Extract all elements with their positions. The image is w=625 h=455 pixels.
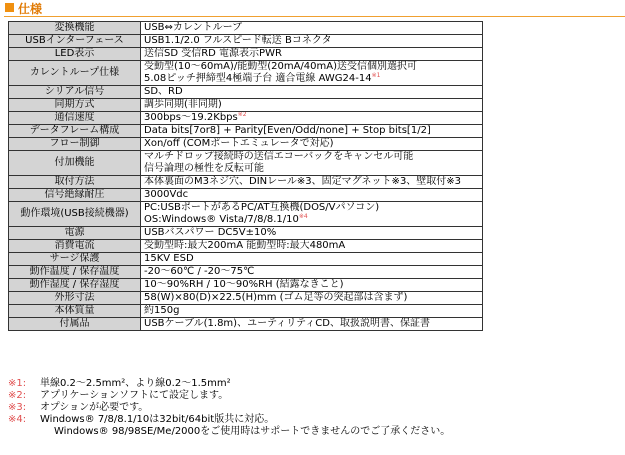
spec-value-text: 受動型時:最大200mA 能動型時:最大480mA — [144, 240, 346, 251]
footnote-mark: ※3: — [8, 402, 27, 413]
spec-value-line — [144, 163, 479, 175]
spec-value-text: -20〜60℃ / -20〜75℃ — [144, 266, 255, 277]
footnote-text: オプションが必要です。 — [40, 402, 149, 413]
spec-value-text: PC:USBポートがあるPC/AT互換機(DOS/Vパソコン) — [144, 202, 380, 213]
footnote-item — [8, 402, 618, 414]
spec-label: 付属品 — [9, 318, 141, 331]
spec-label: フロー制御 — [9, 138, 141, 151]
spec-value-line — [144, 253, 479, 265]
spec-row — [9, 99, 483, 112]
spec-value — [141, 22, 483, 35]
spec-row — [9, 202, 483, 227]
spec-row — [9, 227, 483, 240]
footnote-ref: ※2 — [237, 111, 247, 118]
spec-value-text: Data bits[7or8] + Parity[Even/Odd/none] + Stop bits[1/2] — [144, 125, 431, 136]
spec-value-line — [144, 305, 479, 317]
spec-row — [9, 125, 483, 138]
spec-value — [141, 125, 483, 138]
spec-row — [9, 61, 483, 86]
spec-label: 同期方式 — [9, 99, 141, 112]
spec-value-line — [144, 112, 479, 124]
section-header — [0, 0, 625, 18]
spec-value — [141, 35, 483, 48]
spec-value-text: 300bps〜19.2Kbps — [144, 112, 238, 123]
spec-value — [141, 318, 483, 331]
spec-row — [9, 279, 483, 292]
spec-value-line — [144, 318, 479, 330]
spec-value — [141, 151, 483, 176]
spec-value-text: 5.08ピッチ押締型4極端子台 適合電線 AWG24-14 — [144, 73, 372, 84]
spec-label: 消費電流 — [9, 240, 141, 253]
spec-value-text: 約150g — [144, 305, 180, 316]
spec-value-text: 受動型(10〜60mA)/能動型(20mA/40mA)送受信個別選択可 — [144, 61, 417, 72]
spec-label: シリアル信号 — [9, 86, 141, 99]
spec-value-line — [144, 151, 479, 163]
spec-value-text: 10〜90%RH / 10〜90%RH (結露なきこと) — [144, 279, 344, 290]
spec-value — [141, 99, 483, 112]
footnote-text: Windows® 7/8/8.1/10は32bit/64bit版共に対応。 — [40, 414, 275, 425]
spec-value — [141, 202, 483, 227]
spec-value — [141, 189, 483, 202]
spec-value-text: 調歩同期(非同期) — [144, 99, 222, 110]
spec-value — [141, 112, 483, 125]
spec-row — [9, 253, 483, 266]
spec-value — [141, 61, 483, 86]
spec-value — [141, 240, 483, 253]
spec-value-line — [144, 99, 479, 111]
spec-value-text: 3000Vdc — [144, 189, 189, 200]
spec-label: 取付方法 — [9, 176, 141, 189]
spec-row — [9, 189, 483, 202]
spec-label: 付加機能 — [9, 151, 141, 176]
spec-label: LED表示 — [9, 48, 141, 61]
header-underline — [4, 16, 625, 17]
footnote-mark: ※1: — [8, 378, 27, 389]
spec-row — [9, 112, 483, 125]
spec-value-text: 送信SD 受信RD 電源表示PWR — [144, 48, 282, 59]
spec-value-text: SD、RD — [144, 86, 183, 97]
spec-value-line — [144, 22, 479, 34]
spec-label: USBインターフェース — [9, 35, 141, 48]
spec-value-line — [144, 266, 479, 278]
spec-value-line — [144, 35, 479, 47]
spec-value-line — [144, 202, 479, 214]
spec-value — [141, 253, 483, 266]
spec-value-line — [144, 86, 479, 98]
spec-value-line — [144, 138, 479, 150]
section-title: 仕様 — [18, 2, 43, 16]
footnote-item — [8, 426, 618, 438]
spec-row — [9, 292, 483, 305]
spec-value-line — [144, 279, 479, 291]
spec-label: 変換機能 — [9, 22, 141, 35]
footnote-text: アプリケーションソフトにて設定します。 — [40, 390, 229, 401]
spec-row — [9, 305, 483, 318]
spec-value-line — [144, 240, 479, 252]
footnote-item — [8, 378, 618, 390]
spec-label: 動作湿度 / 保存湿度 — [9, 279, 141, 292]
spec-value — [141, 86, 483, 99]
footnote-item — [8, 414, 618, 426]
footnotes — [8, 378, 618, 438]
spec-value-line — [144, 292, 479, 304]
spec-row — [9, 176, 483, 189]
spec-label: 外形寸法 — [9, 292, 141, 305]
spec-value-line — [144, 61, 479, 73]
spec-row — [9, 138, 483, 151]
spec-value-text: OS:Windows® Vista/7/8/8.1/10 — [144, 214, 299, 225]
spec-label: データフレーム構成 — [9, 125, 141, 138]
spec-row — [9, 48, 483, 61]
spec-row — [9, 86, 483, 99]
spec-value — [141, 176, 483, 189]
spec-value-text: USBケーブル(1.8m)、ユーティリティCD、取扱説明書、保証書 — [144, 318, 430, 329]
spec-label: サージ保護 — [9, 253, 141, 266]
spec-value — [141, 227, 483, 240]
spec-value — [141, 138, 483, 151]
spec-value-line — [144, 125, 479, 137]
footnote-ref: ※4 — [298, 213, 308, 220]
spec-value — [141, 292, 483, 305]
spec-value-line — [144, 48, 479, 60]
spec-row — [9, 266, 483, 279]
spec-label: 通信速度 — [9, 112, 141, 125]
spec-value-line — [144, 189, 479, 201]
spec-value-text: マルチドロップ接続時の送信エコーバックをキャンセル可能 — [144, 151, 414, 162]
spec-row — [9, 240, 483, 253]
spec-value-text: USBバスパワー DC5V±10% — [144, 227, 277, 238]
spec-row — [9, 22, 483, 35]
spec-value-text: USB1.1/2.0 フルスピード転送 Bコネクタ — [144, 35, 332, 46]
spec-value-text: 15KV ESD — [144, 253, 194, 264]
spec-row — [9, 35, 483, 48]
spec-label: 本体質量 — [9, 305, 141, 318]
spec-table — [8, 21, 483, 331]
spec-value-text: 58(W)×80(D)×22.5(H)mm (ゴム足等の突起部は含まず) — [144, 292, 408, 303]
footnote-mark: ※2: — [8, 390, 27, 401]
spec-value-line — [144, 227, 479, 239]
spec-value — [141, 48, 483, 61]
spec-value-text: USB⇔カレントループ — [144, 22, 243, 33]
footnote-text: Windows® 98/98SE/Me/2000をご使用時はサポートできませんのでご了承ください。 — [54, 426, 451, 437]
spec-row — [9, 151, 483, 176]
spec-row — [9, 318, 483, 331]
footnote-mark: ※4: — [8, 414, 27, 425]
spec-value-line — [144, 214, 479, 226]
spec-label: 動作温度 / 保存温度 — [9, 266, 141, 279]
spec-value-text: 信号論理の極性を反転可能 — [144, 163, 264, 174]
spec-label: 信号絶縁耐圧 — [9, 189, 141, 202]
spec-value — [141, 266, 483, 279]
spec-value — [141, 279, 483, 292]
bullet-square-icon — [5, 3, 14, 12]
footnote-ref: ※1 — [371, 72, 381, 79]
spec-value-line — [144, 176, 479, 188]
spec-value-text: Xon/off (COMポートエミュレータで対応) — [144, 138, 334, 149]
spec-value-line — [144, 73, 479, 85]
spec-value-text: 本体裏面のM3ネジ穴、DINレール※3、固定マグネット※3、壁取付※3 — [144, 176, 462, 187]
footnote-item — [8, 390, 618, 402]
spec-label: 電源 — [9, 227, 141, 240]
spec-value — [141, 305, 483, 318]
spec-label: カレントループ仕様 — [9, 61, 141, 86]
spec-label: 動作環境(USB接続機器) — [9, 202, 141, 227]
footnote-text: 単線0.2〜2.5mm²、より線0.2〜1.5mm² — [40, 378, 231, 389]
